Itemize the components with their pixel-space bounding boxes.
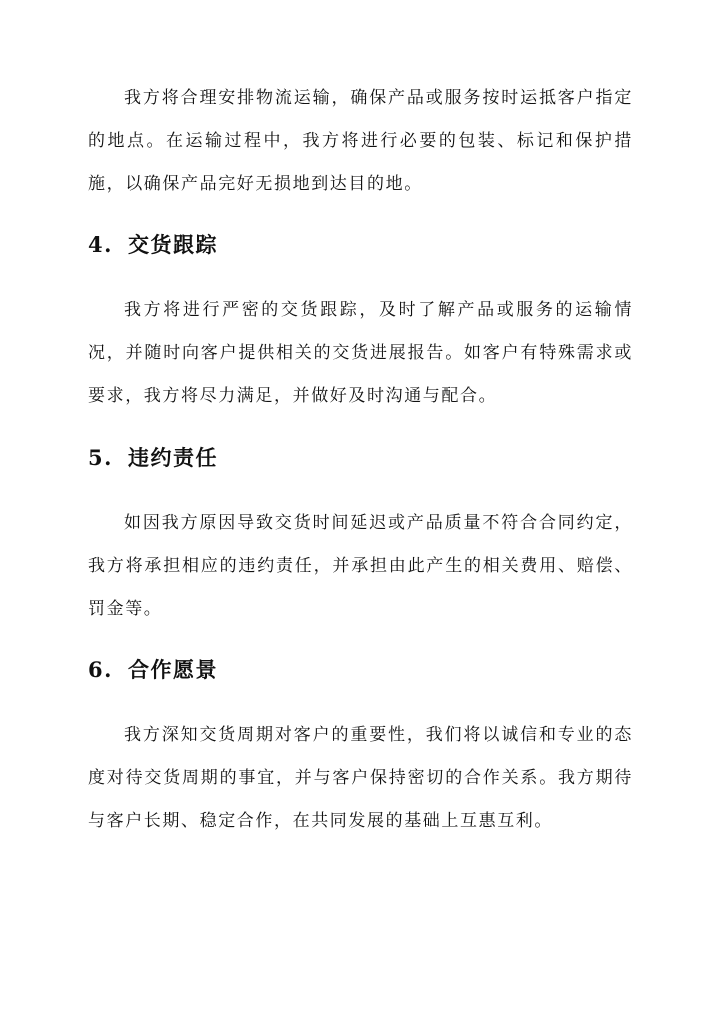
paragraph-cooperation: 我方深知交货周期对客户的重要性，我们将以诚信和专业的态度对待交货周期的事宜，并与客户保持密切的合作关系。我方期待与客户长期、稳定合作，在共同发展的基础上互惠互利。 bbox=[88, 725, 633, 831]
paragraph-delivery-tracking: 我方将进行严密的交货跟踪，及时了解产品或服务的运输情况，并随时向客户提供相关的交货进展报告。如客户有特殊需求或要求，我方将尽力满足，并做好及时沟通与配合。 bbox=[88, 300, 633, 406]
section-number-5: 5. bbox=[88, 445, 113, 470]
section-title-6: 合作愿景 bbox=[128, 657, 218, 682]
section-title-5: 违约责任 bbox=[128, 445, 218, 470]
section-number-4: 4. bbox=[88, 232, 113, 257]
section-heading-6 bbox=[88, 655, 218, 685]
section-heading-4 bbox=[88, 230, 218, 260]
paragraph-logistics: 我方将合理安排物流运输，确保产品或服务按时运抵客户指定的地点。在运输过程中，我方将进行必要的包装、标记和保护措施，以确保产品完好无损地到达目的地。 bbox=[88, 88, 633, 194]
paragraph-liability: 如因我方原因导致交货时间延迟或产品质量不符合合同约定，我方将承担相应的违约责任，并承担由此产生的相关费用、赔偿、罚金等。 bbox=[88, 513, 633, 619]
section-number-6: 6. bbox=[88, 657, 113, 682]
section-heading-5 bbox=[88, 443, 218, 473]
section-title-4: 交货跟踪 bbox=[128, 232, 218, 257]
